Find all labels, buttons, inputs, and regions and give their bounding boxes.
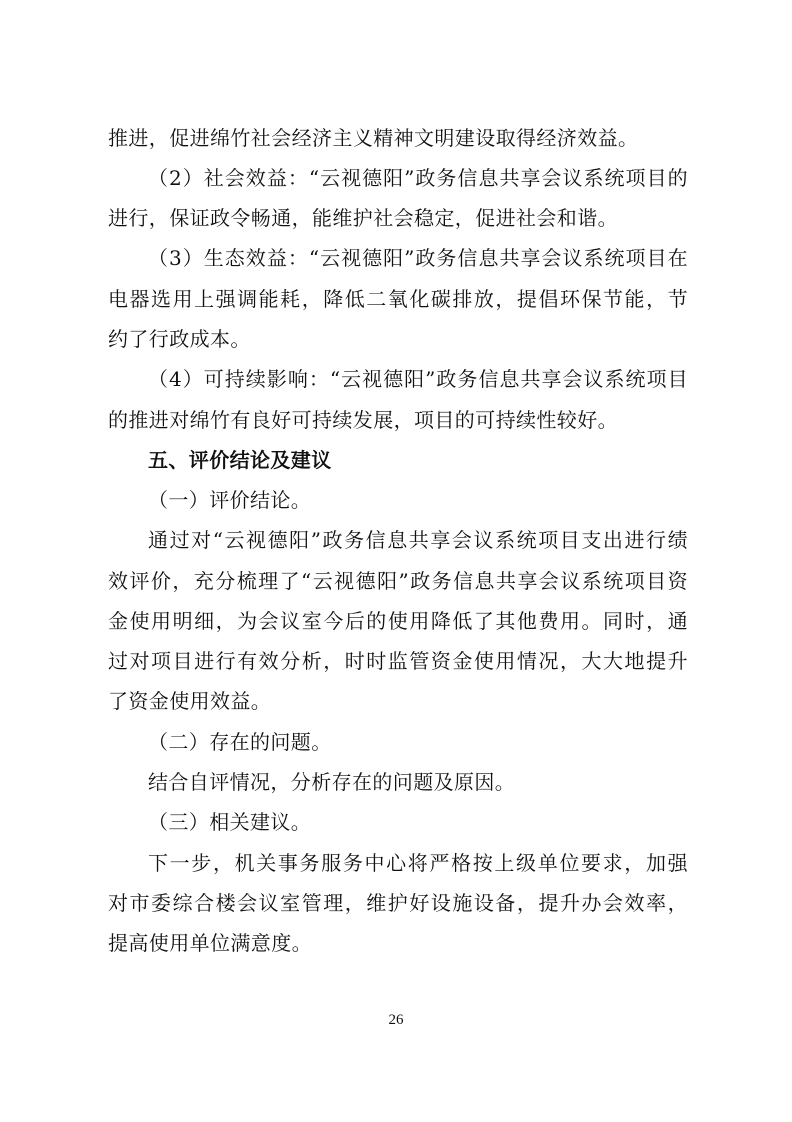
- paragraph-line: 效评价，充分梳理了“云视德阳”政务信息共享会议系统项目资: [108, 569, 688, 593]
- paragraph-line: 的推进对绵竹有良好可持续发展，项目的可持续性较好。: [108, 408, 618, 432]
- subsection-heading: （三）相关建议。: [148, 810, 312, 834]
- paragraph-line: 电器选用上强调能耗，降低二氧化碳排放，提倡环保节能，节: [108, 287, 688, 311]
- paragraph-line: 下一步，机关事务服务中心将严格按上级单位要求，加强: [148, 851, 688, 875]
- paragraph-line: 对市委综合楼会议室管理，维护好设施设备，提升办会效率，: [108, 891, 688, 915]
- paragraph-line: 过对项目进行有效分析，时时监管资金使用情况，大大地提升: [108, 649, 688, 673]
- subsection-heading: （一）评价结论。: [148, 488, 312, 512]
- paragraph-line: （4）可持续影响：“云视德阳”政务信息共享会议系统项目: [148, 367, 688, 391]
- paragraph-line: 通过对“云视德阳”政务信息共享会议系统项目支出进行绩: [148, 528, 688, 552]
- paragraph-line: （2）社会效益：“云视德阳”政务信息共享会议系统项目的: [148, 166, 688, 190]
- paragraph-line: 金使用明细，为会议室今后的使用降低了其他费用。同时，通: [108, 609, 688, 633]
- paragraph-line: 进行，保证政令畅通，能维护社会稳定，促进社会和谐。: [108, 206, 618, 230]
- paragraph-line: （3）生态效益：“云视德阳”政务信息共享会议系统项目在: [148, 246, 688, 270]
- page-number: 26: [388, 1012, 404, 1028]
- paragraph-line: 约了行政成本。: [108, 327, 251, 351]
- paragraph-line: 推进，促进绵竹社会经济主义精神文明建设取得经济效益。: [108, 126, 639, 150]
- paragraph-line: 结合自评情况，分析存在的问题及原因。: [148, 770, 516, 794]
- paragraph-line: 提高使用单位满意度。: [108, 931, 312, 955]
- paragraph-line: 了资金使用效益。: [108, 689, 272, 713]
- section-heading: 五、评价结论及建议: [148, 448, 332, 472]
- subsection-heading: （二）存在的问题。: [148, 730, 332, 754]
